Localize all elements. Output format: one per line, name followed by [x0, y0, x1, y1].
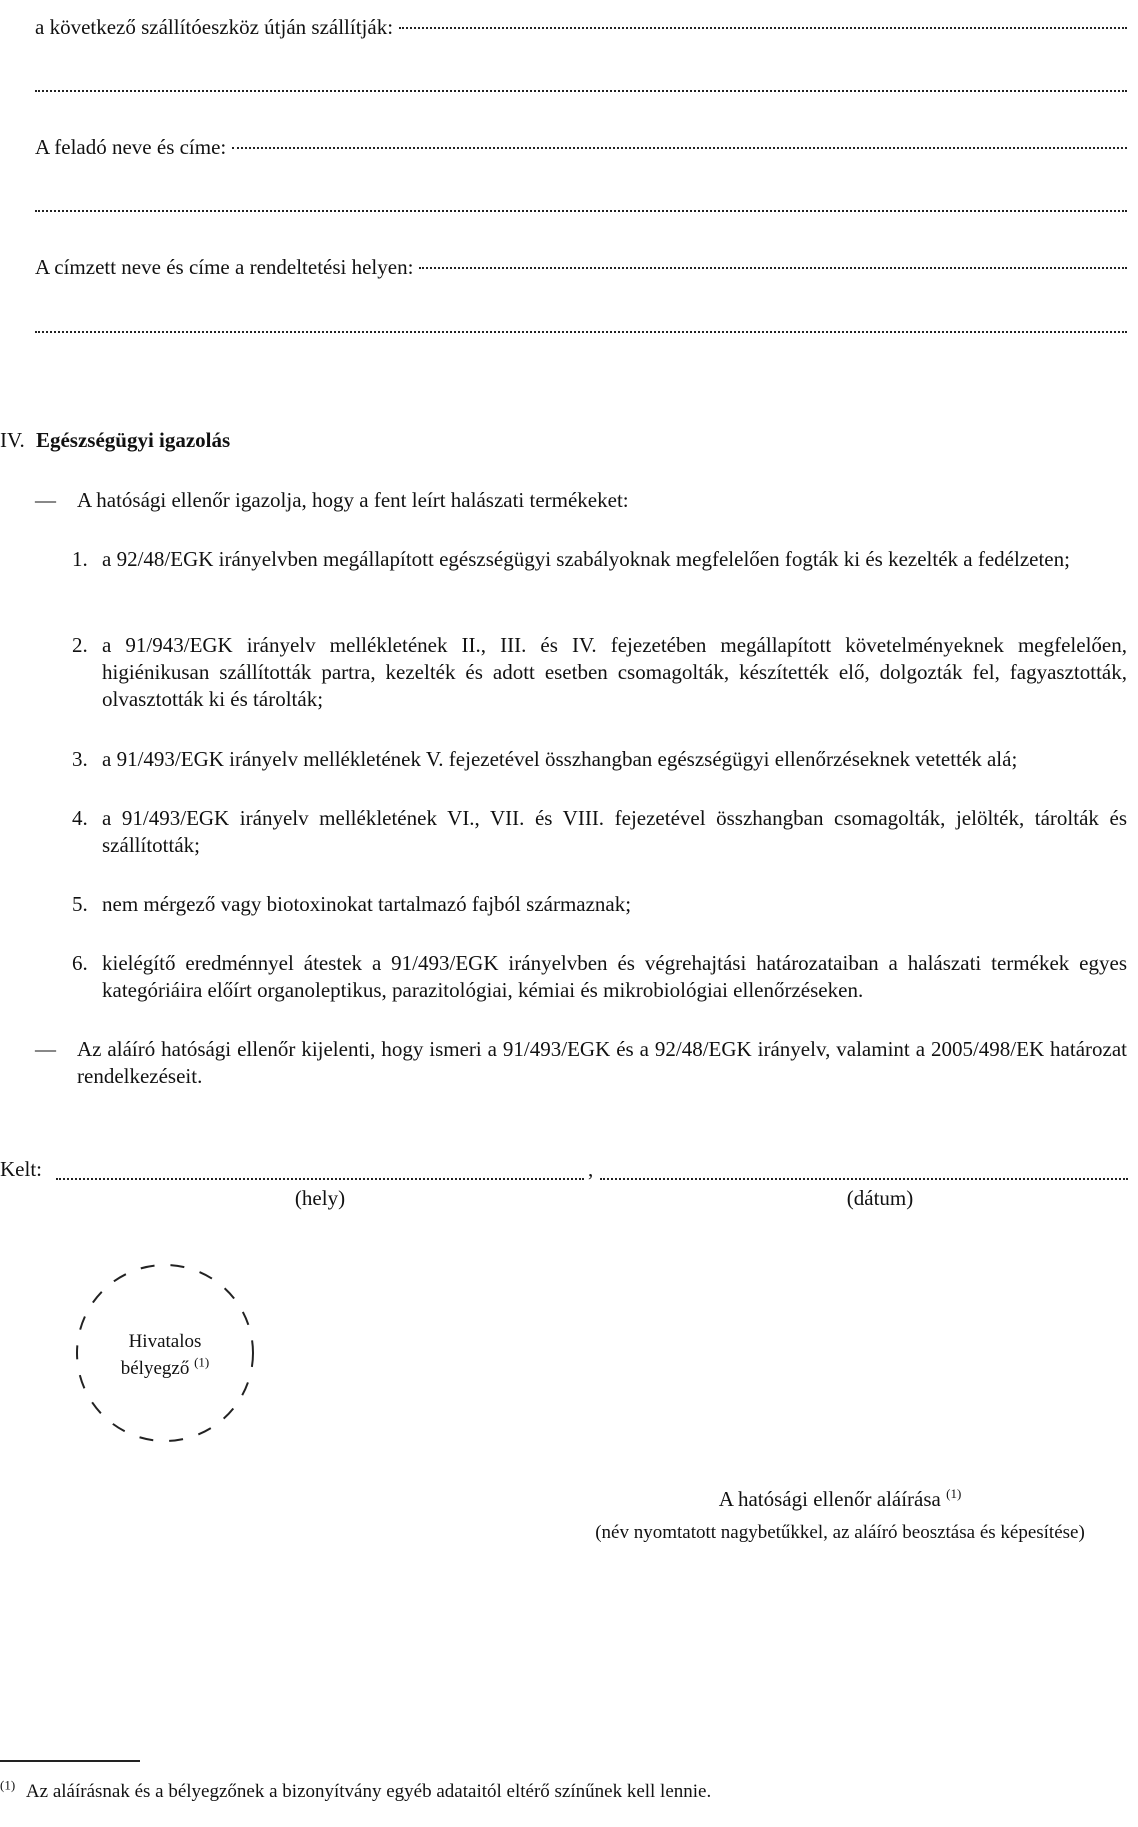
list-item-text: a 91/943/EGK irányelv mellékletének II., III. és IV. fejezetében megállapított követelményeknek megfelelően, higiénikusan szállították partra, kezelték és adott esetben csomagolták, készítették elő, dolgozták fel, fagyasztották, olvasztották ki és tárolták;	[102, 633, 1127, 711]
consignee-label: A címzett neve és címe a rendeltetési helyen:	[35, 255, 414, 279]
date-label: (dátum)	[846, 1186, 914, 1210]
list-item	[72, 891, 1127, 918]
section4-intro	[35, 487, 1127, 514]
list-item-number: 1.	[72, 547, 88, 571]
date-field[interactable]	[600, 1178, 1128, 1180]
section4-heading	[0, 427, 700, 454]
done-at-line	[0, 1156, 1128, 1186]
sender-dotted-field[interactable]	[232, 147, 1127, 149]
signature-sublabel: (név nyomtatott nagybetűkkel, az aláíró beosztása és képesítése)	[595, 1522, 1085, 1543]
sender-label: A feladó neve és címe:	[35, 135, 227, 159]
transport-dotted-field[interactable]	[399, 27, 1127, 29]
consignee-dotted-field[interactable]	[419, 267, 1127, 269]
done-at-label: Kelt:	[0, 1157, 42, 1181]
stamp-line2: bélyegző	[120, 1358, 190, 1379]
list-item-text: a 92/48/EGK irányelvben megállapított egészségügyi szabályoknak megfelelően fogták ki és kezelték a fedélzeten;	[102, 547, 1070, 571]
footnote-rule	[0, 1760, 140, 1762]
dash-bullet: —	[35, 488, 56, 512]
official-stamp	[70, 1258, 260, 1448]
footnote-text: Az aláírásnak és a bélyegzőnek a bizonyítvány egyéb adataitól eltérő színűnek kell lennie.	[25, 1781, 712, 1802]
signature-note-ref: (1)	[946, 1486, 962, 1501]
list-item	[72, 546, 1127, 573]
list-item-text: a 91/493/EGK irányelv mellékletének VI., VII. és VIII. fejezetével összhangban csomagolták, jelölték, tárolták és szállították;	[102, 806, 1127, 857]
transport-label: a következő szállítóeszköz útján szállítják:	[35, 15, 394, 39]
consignee-continuation-field[interactable]	[35, 331, 1127, 333]
list-item-number: 5.	[72, 892, 88, 916]
list-item-number: 4.	[72, 806, 88, 830]
signature-label: A hatósági ellenőr aláírása	[718, 1487, 941, 1511]
list-item-text: a 91/493/EGK irányelv mellékletének V. fejezetével összhangban egészségügyi ellenőrzéseknek vetették alá;	[102, 747, 1018, 771]
footnote-ref: (1)	[0, 1777, 16, 1793]
transport-continuation-field[interactable]	[35, 90, 1127, 92]
footnote	[0, 1778, 1128, 1805]
declaration	[35, 1036, 1127, 1090]
list-item-text: kielégítő eredménnyel átestek a 91/493/EGK irányelvben és végrehajtási határozataiban a halászati termékek egyes kategóriáira előírt organoleptikus, parazitológiai, kémiai és mikrobiológiai ellenőrzéseken.	[102, 951, 1127, 1002]
section4-number: IV.	[0, 428, 25, 452]
list-item-number: 3.	[72, 747, 88, 771]
stamp-note-ref: (1)	[194, 1354, 210, 1370]
comma: ,	[588, 1157, 594, 1181]
transport-line[interactable]	[35, 14, 1127, 41]
list-item-number: 6.	[72, 951, 88, 975]
stamp-line1: Hivatalos	[128, 1331, 202, 1352]
list-item-text: nem mérgező vagy biotoxinokat tartalmazó fajból származnak;	[102, 892, 632, 916]
dash-bullet: —	[35, 1037, 56, 1061]
place-field[interactable]	[56, 1178, 584, 1180]
list-item	[72, 805, 1127, 859]
list-item	[72, 950, 1127, 1004]
section4-title: Egészségügyi igazolás	[35, 428, 231, 452]
list-item	[72, 746, 1127, 773]
sender-line[interactable]	[35, 134, 1127, 161]
signature-label-wrap	[560, 1486, 1120, 1513]
stamp-line2-wrap	[70, 1355, 260, 1382]
declaration-text: Az aláíró hatósági ellenőr kijelenti, hogy ismeri a 91/493/EGK és a 92/48/EGK irányelv, valamint a 2005/498/EK határozat rendelkezéseit.	[77, 1037, 1127, 1088]
list-item	[72, 632, 1127, 713]
list-item-number: 2.	[72, 633, 88, 657]
consignee-line[interactable]	[35, 254, 1127, 281]
place-label: (hely)	[294, 1186, 346, 1210]
sender-continuation-field[interactable]	[35, 210, 1127, 212]
section4-intro-text: A hatósági ellenőr igazolja, hogy a fent leírt halászati termékeket:	[77, 488, 629, 512]
